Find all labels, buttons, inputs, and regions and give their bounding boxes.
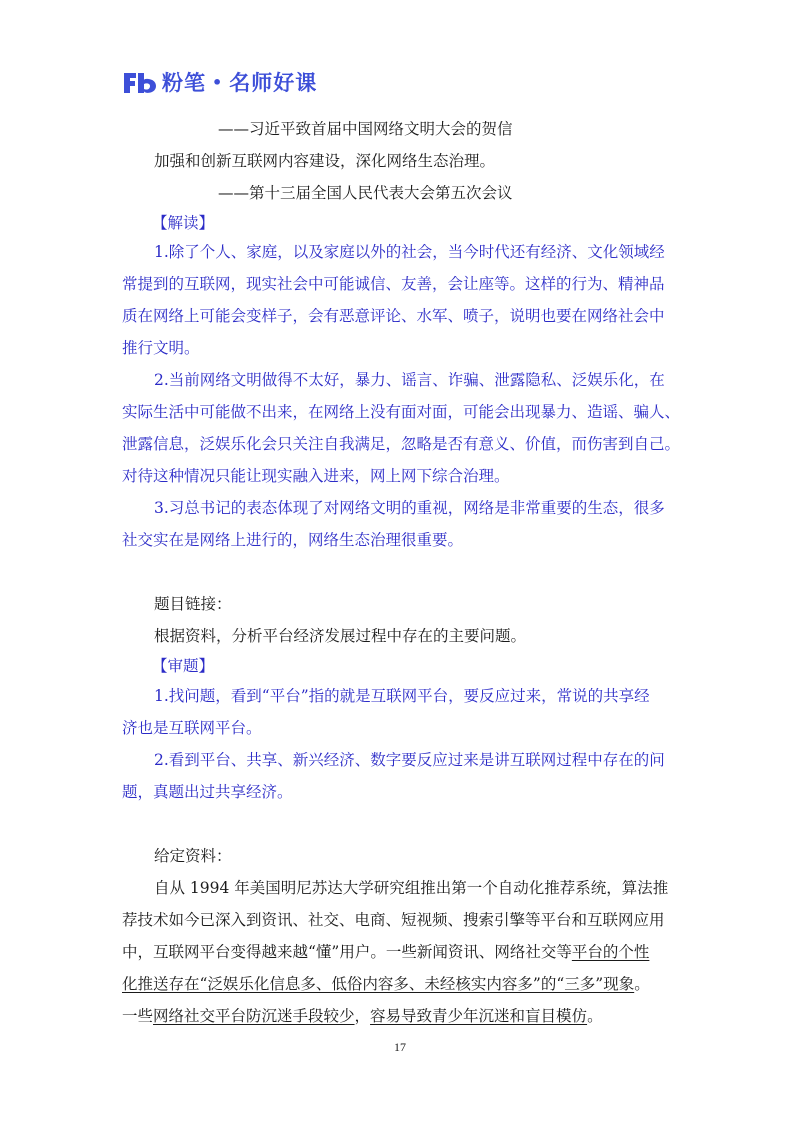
question-label: 题目链接： [154,595,232,613]
material-line [122,1006,697,1026]
quote2-text: 加强和创新互联网内容建设，深化网络生态治理。 [154,152,496,170]
jiedu-line: 对待这种情况只能让现实融入进来，网上网下综合治理。 [122,467,510,485]
underlined-text: 容易导致青少年沉迷和盲目模仿 [370,1007,588,1025]
jiedu-line: 泄露信息，泛娱乐化会只关注自我满足，忽略是否有意义、价值，而伤害到自己。 [122,435,681,453]
material-line: 自从 1994 年美国明尼苏达大学研究组推出第一个自动化推荐系统，算法推 [154,879,669,897]
material-text: 中，互联网平台变得越来越“懂”用户。一些新闻资讯、网络社交等 [122,943,572,961]
shenti-line: 1.找问题，看到“平台”指的就是互联网平台，要反应过来，常说的共享经 [154,687,650,705]
shenti-line: 题，真题出过共享经济。 [122,783,293,801]
jiedu-line: 实际生活中可能做不出来，在网络上没有面对面，可能会出现暴力、造谣、骗人、 [122,403,681,421]
material-text: 。 [587,1007,603,1025]
brand-slogan: 名师好课 [229,71,318,95]
jiedu-line: 常提到的互联网，现实社会中可能诚信、友善，会让座等。这样的行为、精神品 [122,275,665,293]
shenti-line: 2.看到平台、共享、新兴经济、数字要反应过来是讲互联网过程中存在的问 [154,751,665,769]
brand-name: 粉笔 [162,71,206,95]
underlined-text: 化推送存在“泛娱乐化信息多、低俗内容多、未经核实内容多”的“三多”现象 [122,975,635,993]
brand-dot: • [212,72,224,92]
material-line: 荐技术如今已深入到资讯、社交、电商、短视频、搜索引擎等平台和互联网应用 [122,911,665,929]
fb-logo-icon [122,69,158,95]
brand-logo [122,66,317,98]
jiedu-line: 推行文明。 [122,339,200,357]
jiedu-line: 社交实在是网络上进行的，网络生态治理很重要。 [122,531,464,549]
shenti-heading: 【审题】 [152,657,215,675]
jiedu-line: 质在网络上可能会变样子，会有恶意评论、水军、喷子，说明也要在网络社会中 [122,307,665,325]
shenti-line: 济也是互联网平台。 [122,719,262,737]
jiedu-line: 2.当前网络文明做得不太好，暴力、谣言、诈骗、泄露隐私、泛娱乐化，在 [154,371,665,389]
jiedu-line: 3.习总书记的表态体现了对网络文明的重视，网络是非常重要的生态，很多 [154,499,665,517]
quote1-source: ——习近平致首届中国网络文明大会的贺信 [218,120,513,138]
page-number: 17 [394,1040,406,1054]
material-text: 一些 [122,1007,154,1025]
material-line [122,974,697,994]
material-label: 给定资料： [154,847,232,865]
material-text: 。 [634,975,650,993]
material-text: ， [354,1007,371,1025]
material-line [122,942,697,962]
jiedu-line: 1.除了个人、家庭，以及家庭以外的社会，当今时代还有经济、文化领域经 [154,243,665,261]
underlined-text: 平台的个性 [571,943,650,961]
question-text: 根据资料，分析平台经济发展过程中存在的主要问题。 [154,627,527,645]
underlined-text: 网络社交平台防沉迷手段较少 [153,1007,355,1025]
jiedu-heading: 【解读】 [152,214,215,232]
quote2-source: ——第十三届全国人民代表大会第五次会议 [218,184,513,202]
